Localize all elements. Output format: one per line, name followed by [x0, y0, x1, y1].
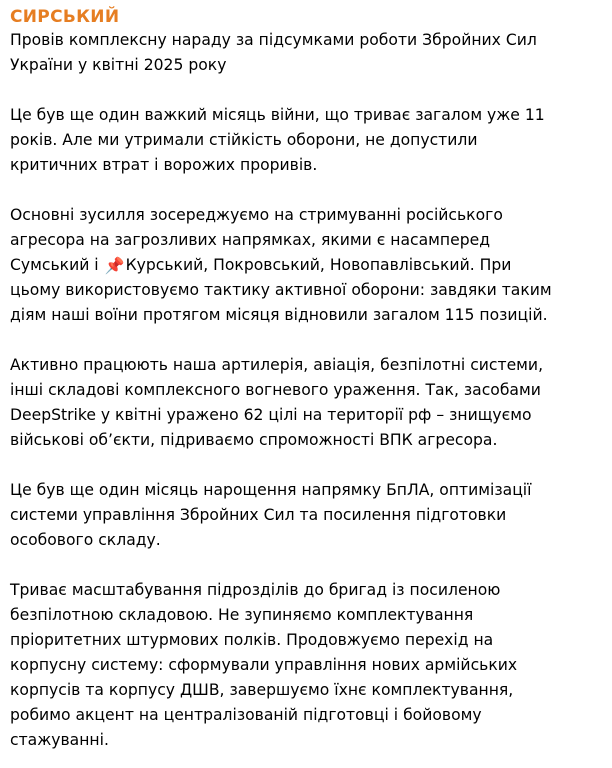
text-line: стажуванні.: [10, 731, 109, 749]
text-fragment: Сумський і: [10, 256, 104, 274]
text-line: Основні зусилля зосереджуємо на стримуванні російського: [10, 206, 503, 224]
text-fragment: Курський, Покровський, Новопавлівський. При: [125, 256, 512, 274]
text-line: безпілотною складовою. Не зупиняємо комплектування: [10, 606, 474, 624]
text-line: років. Але ми утримали стійкість оборони, не допустили: [10, 131, 478, 149]
text-line: пріоритетних штурмових полків. Продовжуємо перехід на: [10, 631, 494, 649]
text-line: цьому використовуємо тактику активної оборони: завдяки таким: [10, 281, 552, 299]
post-author-name[interactable]: СИРСЬКИЙ: [10, 7, 120, 27]
paragraph-5: [10, 578, 608, 753]
text-line: Триває масштабування підрозділів до бригад із посиленою: [10, 581, 501, 599]
text-line: робимо акцент на централізованій підготовці і бойовому: [10, 706, 482, 724]
text-line: корпусів та корпусу ДШВ, завершуємо їхнє комплектування,: [10, 681, 514, 699]
text-line: критичних втрат і ворожих проривів.: [10, 156, 318, 174]
text-line: системи управління Збройних Сил та посилення підготовки: [10, 506, 507, 524]
post-text: [10, 28, 608, 753]
paragraph-3: [10, 353, 608, 453]
text-line: України у квітні 2025 року: [10, 56, 227, 74]
text-line: [10, 253, 608, 278]
paragraph-4: [10, 478, 608, 553]
channel-post: [10, 6, 608, 753]
text-line: корпусну систему: сформували управління нових армійських: [10, 656, 518, 674]
text-line: Провів комплексну нараду за підсумками роботи Збройних Сил: [10, 31, 537, 49]
pushpin-icon: 📌: [104, 256, 125, 275]
text-line: особового складу.: [10, 531, 161, 549]
text-line: діям наші воїни протягом місяця відновили загалом 115 позицій.: [10, 306, 548, 324]
text-line: військові об’єкти, підриваємо спроможності ВПК агресора.: [10, 431, 498, 449]
text-line: інші складові комплексного вогневого ураження. Так, засобами: [10, 381, 541, 399]
text-line: Це був ще один важкий місяць війни, що триває загалом уже 11: [10, 106, 545, 124]
text-line: DeepStrike у квітні уражено 62 цілі на території рф – знищуємо: [10, 406, 532, 424]
paragraph-1: [10, 103, 608, 178]
text-line: Це був ще один місяць нарощення напрямку БпЛА, оптимізації: [10, 481, 532, 499]
text-line: Активно працюють наша артилерія, авіація, безпілотні системи,: [10, 356, 544, 374]
text-line: агресора на загрозливих напрямках, якими є насамперед: [10, 231, 490, 249]
post-heading: [10, 28, 608, 78]
paragraph-2: [10, 203, 608, 328]
